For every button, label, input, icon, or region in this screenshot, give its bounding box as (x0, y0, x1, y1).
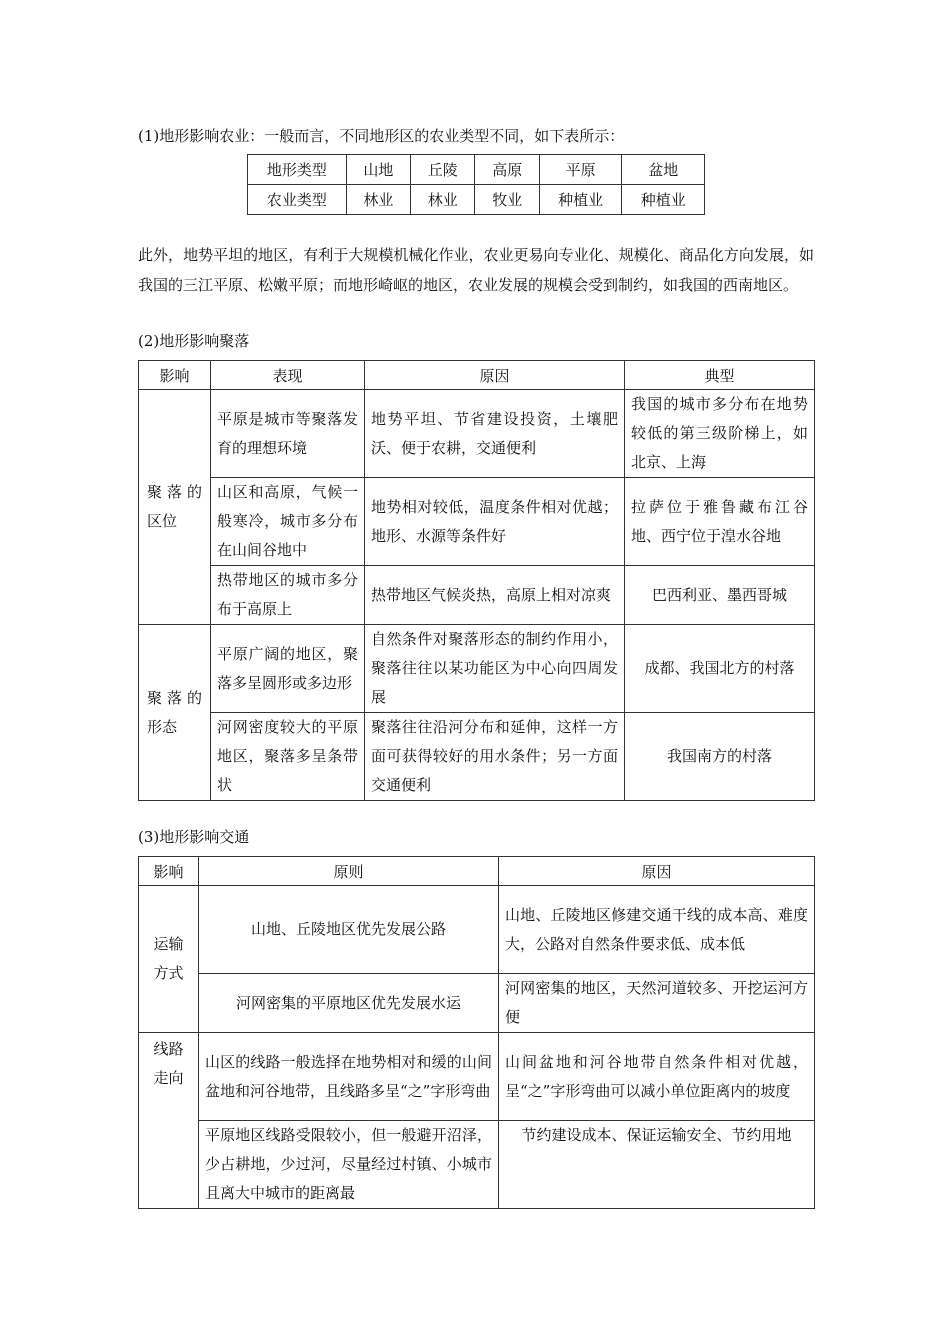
table-cell: 地势相对较低，温度条件相对优越；地形、水源等条件好 (365, 478, 625, 566)
table-cell: 我国的城市多分布在地势较低的第三级阶梯上，如北京、上海 (625, 390, 815, 478)
table-row (139, 1033, 815, 1121)
header-cell: 原因 (365, 361, 625, 390)
table-cell: 种植业 (622, 185, 705, 215)
group-cell-route: 线路走向 (139, 1033, 199, 1209)
section1-paragraph: 此外，地势平坦的地区，有利于大规模机械化作业，农业更易向专业化、规模化、商品化方向发展，如我国的三江平原、松嫩平原；而地形崎岖的地区，农业发展的规模会受到制约，如我国的西南地区。 (138, 246, 814, 294)
table-cell: 农业类型 (248, 185, 347, 215)
agriculture-table (247, 154, 705, 215)
table-cell: 山区的线路一般选择在地势相对和缓的山间盆地和河谷地带，且线路多呈“之”字形弯曲 (199, 1033, 499, 1121)
table-cell: 地势平坦、节省建设投资，土壤肥沃、便于农耕，交通便利 (365, 390, 625, 478)
table-cell: 聚落往往沿河分布和延伸，这样一方面可获得较好的用水条件；另一方面交通便利 (365, 713, 625, 801)
table-cell: 节约建设成本、保证运输安全、节约用地 (499, 1121, 815, 1209)
header-cell: 表现 (211, 361, 365, 390)
table-cell: 我国南方的村落 (625, 713, 815, 801)
header-cell: 影响 (139, 857, 199, 886)
table-cell: 平原 (539, 155, 622, 185)
table-cell: 巴西利亚、墨西哥城 (625, 566, 815, 625)
table-cell: 林业 (411, 185, 475, 215)
table-cell: 热带地区气候炎热，高原上相对凉爽 (365, 566, 625, 625)
section1-heading: (1)地形影响农业：一般而言，不同地形区的农业类型不同，如下表所示： (138, 127, 625, 145)
table-cell: 热带地区的城市多分布于高原上 (211, 566, 365, 625)
table-row (139, 1121, 815, 1209)
table-row (248, 185, 705, 215)
table-cell: 种植业 (539, 185, 622, 215)
table-cell: 成都、我国北方的村落 (625, 625, 815, 713)
table-cell: 山地 (346, 155, 410, 185)
table-row (139, 886, 815, 974)
table-cell: 林业 (346, 185, 410, 215)
table-cell: 山地、丘陵地区优先发展公路 (199, 886, 499, 974)
table-cell: 山地、丘陵地区修建交通干线的成本高、难度大，公路对自然条件要求低、成本低 (499, 886, 815, 974)
table-cell: 牧业 (475, 185, 539, 215)
group-cell-form: 聚落的形态 (139, 625, 211, 801)
transport-table (138, 856, 815, 1209)
group-cell-transport-mode: 运输方式 (139, 886, 199, 1033)
table-cell: 山区和高原，气候一般寒冷，城市多分布在山间谷地中 (211, 478, 365, 566)
table-row (139, 974, 815, 1033)
table-row (139, 478, 815, 566)
header-cell: 影响 (139, 361, 211, 390)
table-cell: 平原广阔的地区，聚落多呈圆形或多边形 (211, 625, 365, 713)
settlement-table (138, 360, 815, 801)
table-cell: 拉萨位于雅鲁藏布江谷地、西宁位于湟水谷地 (625, 478, 815, 566)
table-row (248, 155, 705, 185)
header-cell: 原因 (499, 857, 815, 886)
table-cell: 丘陵 (411, 155, 475, 185)
table-cell: 盆地 (622, 155, 705, 185)
table-cell: 自然条件对聚落形态的制约作用小，聚落往往以某功能区为中心向四周发展 (365, 625, 625, 713)
table-row (139, 625, 815, 713)
section2-heading: (2)地形影响聚落 (138, 332, 250, 350)
table-cell: 平原地区线路受限较小，但一般避开沼泽，少占耕地，少过河，尽量经过村镇、小城市且离大中城市的距离最 (199, 1121, 499, 1209)
table-header-row (139, 361, 815, 390)
table-cell: 平原是城市等聚落发育的理想环境 (211, 390, 365, 478)
group-cell-location: 聚落的区位 (139, 390, 211, 625)
table-cell: 高原 (475, 155, 539, 185)
table-cell: 河网密度较大的平原地区，聚落多呈条带状 (211, 713, 365, 801)
table-row (139, 390, 815, 478)
table-cell: 山间盆地和河谷地带自然条件相对优越，呈“之”字形弯曲可以减小单位距离内的坡度 (499, 1033, 815, 1121)
table-header-row (139, 857, 815, 886)
table-row (139, 713, 815, 801)
header-cell: 典型 (625, 361, 815, 390)
section3-heading: (3)地形影响交通 (138, 828, 250, 846)
table-row (139, 566, 815, 625)
table-cell: 河网密集的地区，天然河道较多、开挖运河方便 (499, 974, 815, 1033)
header-cell: 原则 (199, 857, 499, 886)
table-cell: 河网密集的平原地区优先发展水运 (199, 974, 499, 1033)
table-cell: 地形类型 (248, 155, 347, 185)
